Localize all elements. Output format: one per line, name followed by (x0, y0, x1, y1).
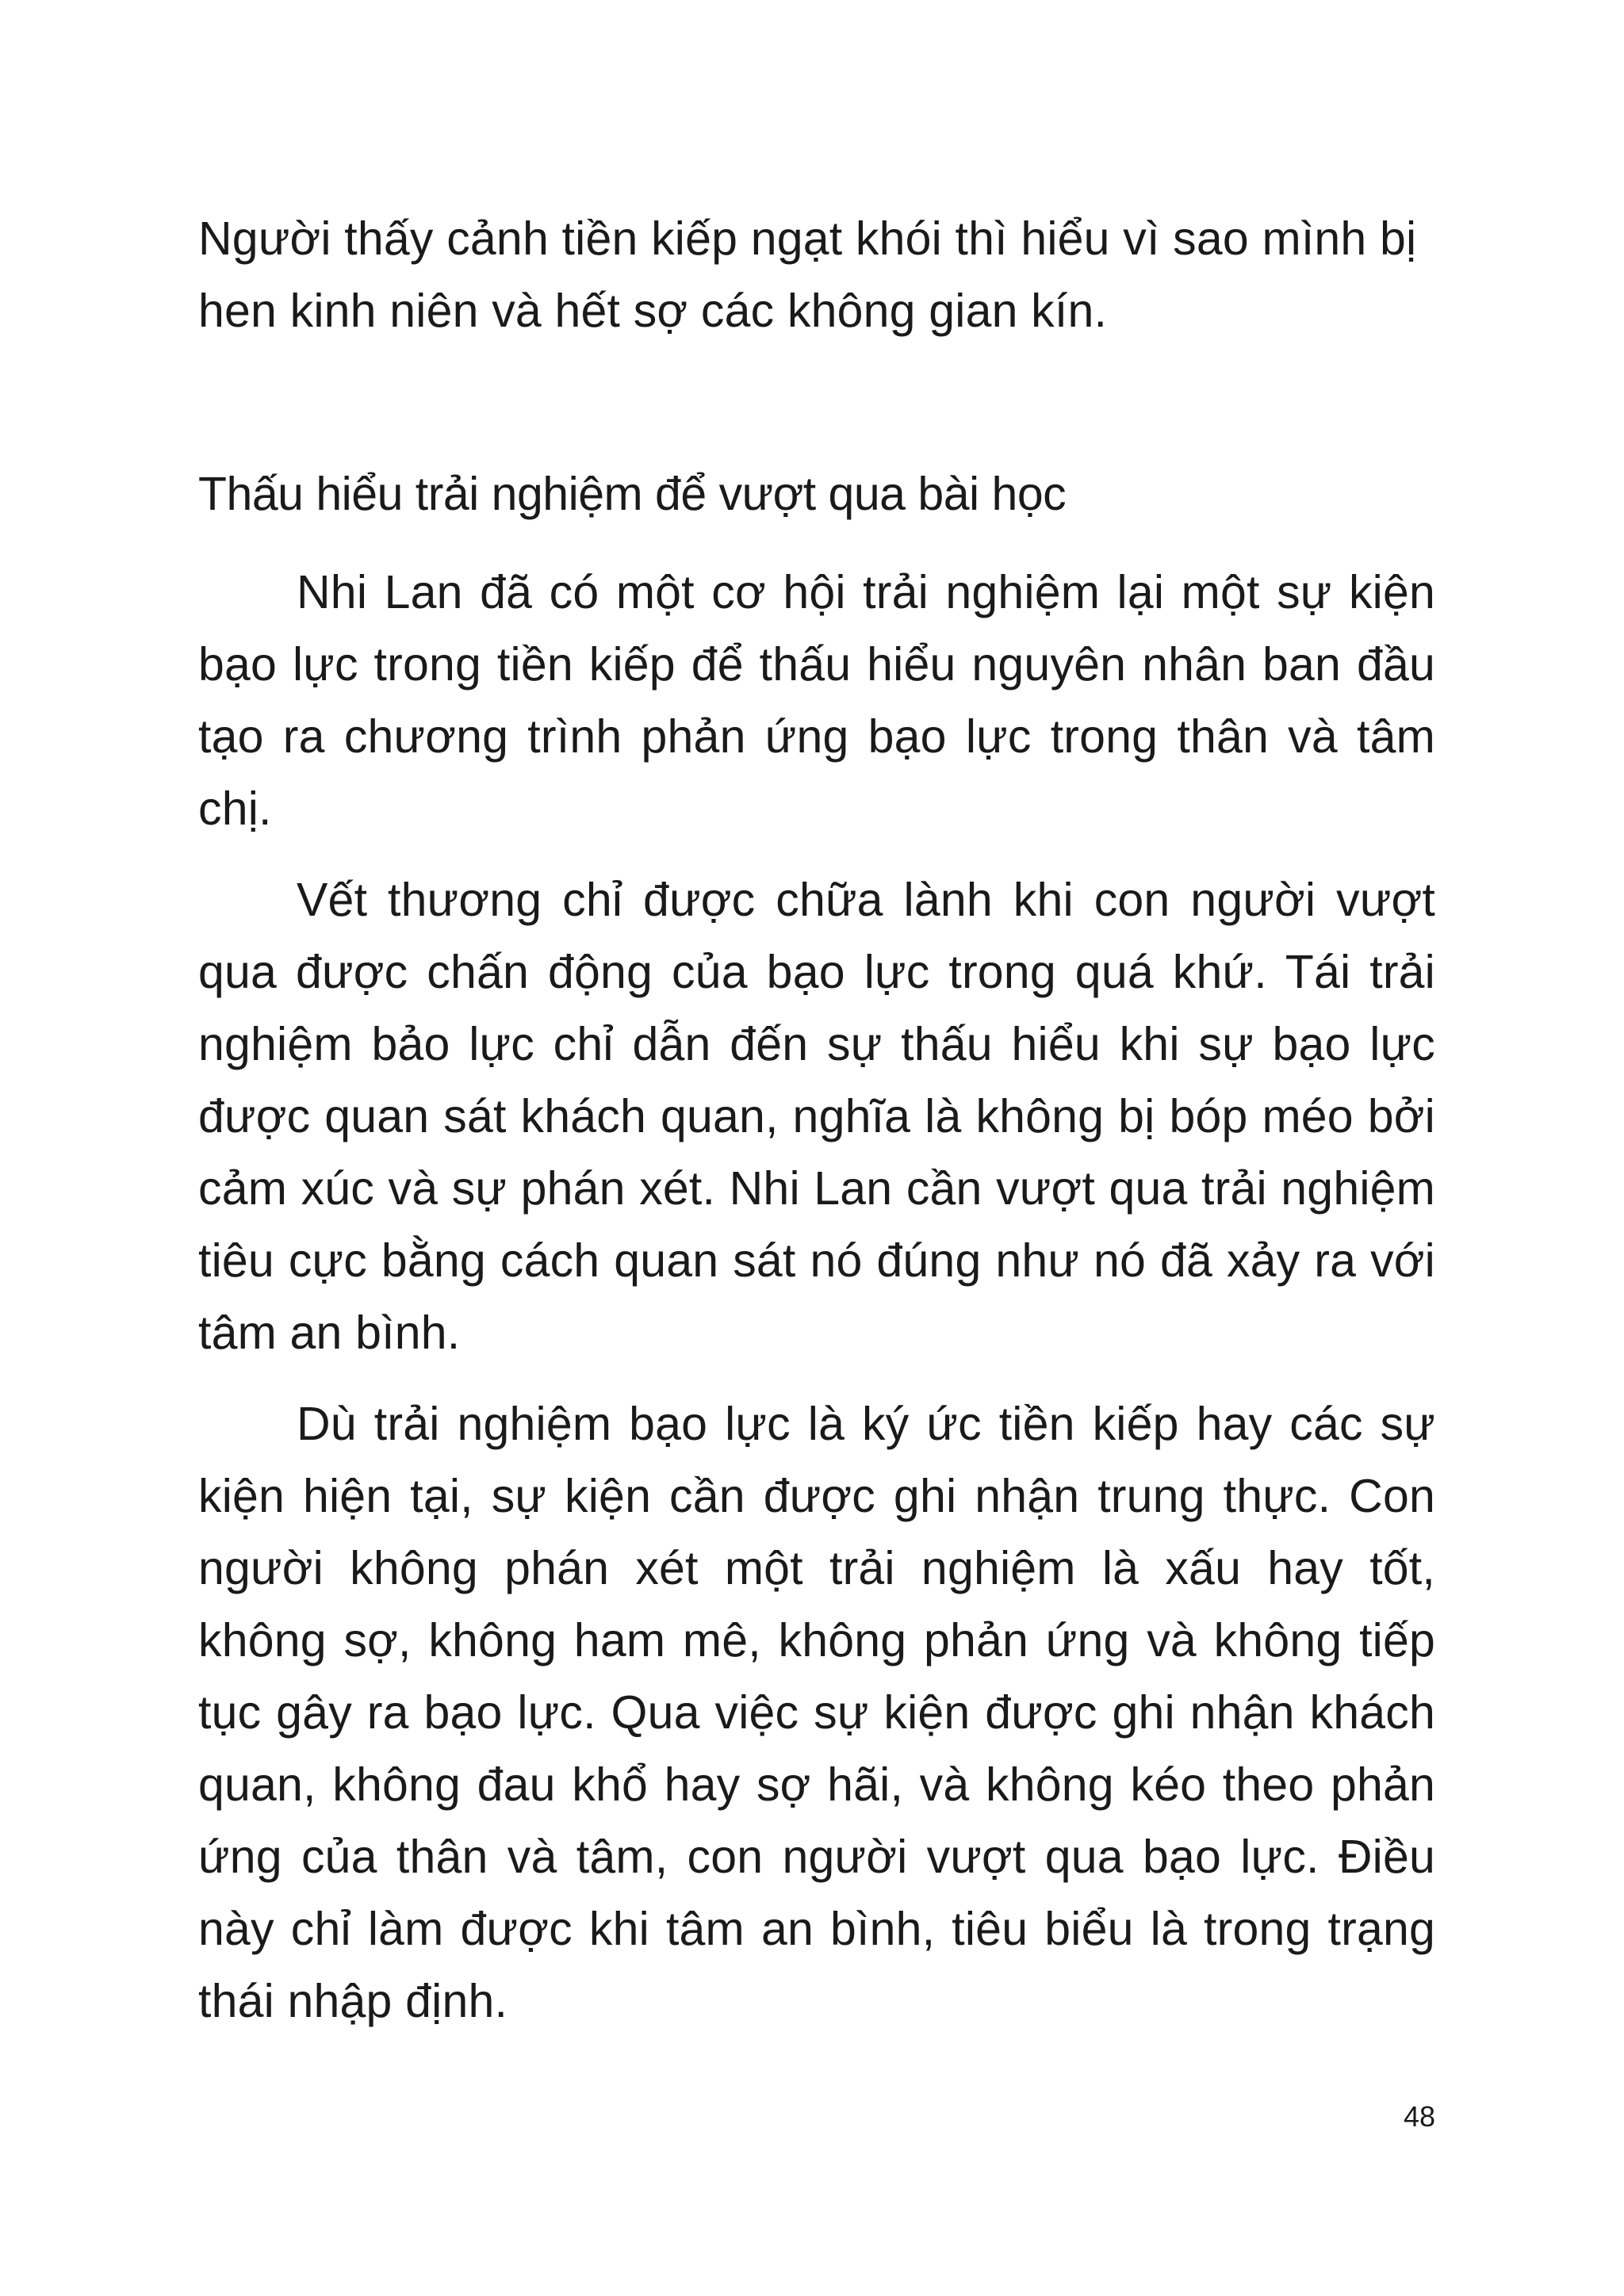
section-heading: Thấu hiểu trải nghiệm để vượt qua bài học (198, 468, 1067, 520)
section-body (198, 557, 1435, 2038)
body-paragraph-2: Vết thương chỉ được chữa lành khi con người vượt qua được chấn động của bạo lực trong quá khứ. Tái trải nghiệm bảo lực chỉ dẫn đến sự thấu hiểu khi sự bạo lực được quan sát khách quan, nghĩa là không bị bóp méo bởi cảm xúc và sự phán xét. Nhi Lan cần vượt qua trải nghiệm tiêu cực bằng cách quan sát nó đúng như nó đã xảy ra với tâm an bình. (198, 874, 1435, 1359)
body-paragraph-1: Nhi Lan đã có một cơ hội trải nghiệm lại một sự kiện bạo lực trong tiền kiếp để thấu hiểu nguyên nhân ban đầu tạo ra chương trình phản ứng bạo lực trong thân và tâm chị. (198, 566, 1435, 835)
intro-block (198, 203, 1435, 347)
page-number: 48 (1403, 2100, 1435, 2133)
intro-paragraph: Người thấy cảnh tiền kiếp ngạt khói thì hiểu vì sao mình bị hen kinh niên và hết sợ các không gian kín. (198, 212, 1417, 337)
body-paragraph-3: Dù trải nghiệm bạo lực là ký ức tiền kiếp hay các sự kiện hiện tại, sự kiện cần được ghi nhận trung thực. Con người không phán xét một trải nghiệm là xấu hay tốt, không sợ, không ham mê, không phản ứng và không tiếp tục gây ra bạo lực. Qua việc sự kiện được ghi nhận khách quan, không đau khổ hay sợ hãi, và không kéo theo phản ứng của thân và tâm, con người vượt qua bạo lực. Điều này chỉ làm được khi tâm an bình, tiêu biểu là trong trạng thái nhập định. (198, 1398, 1435, 2027)
